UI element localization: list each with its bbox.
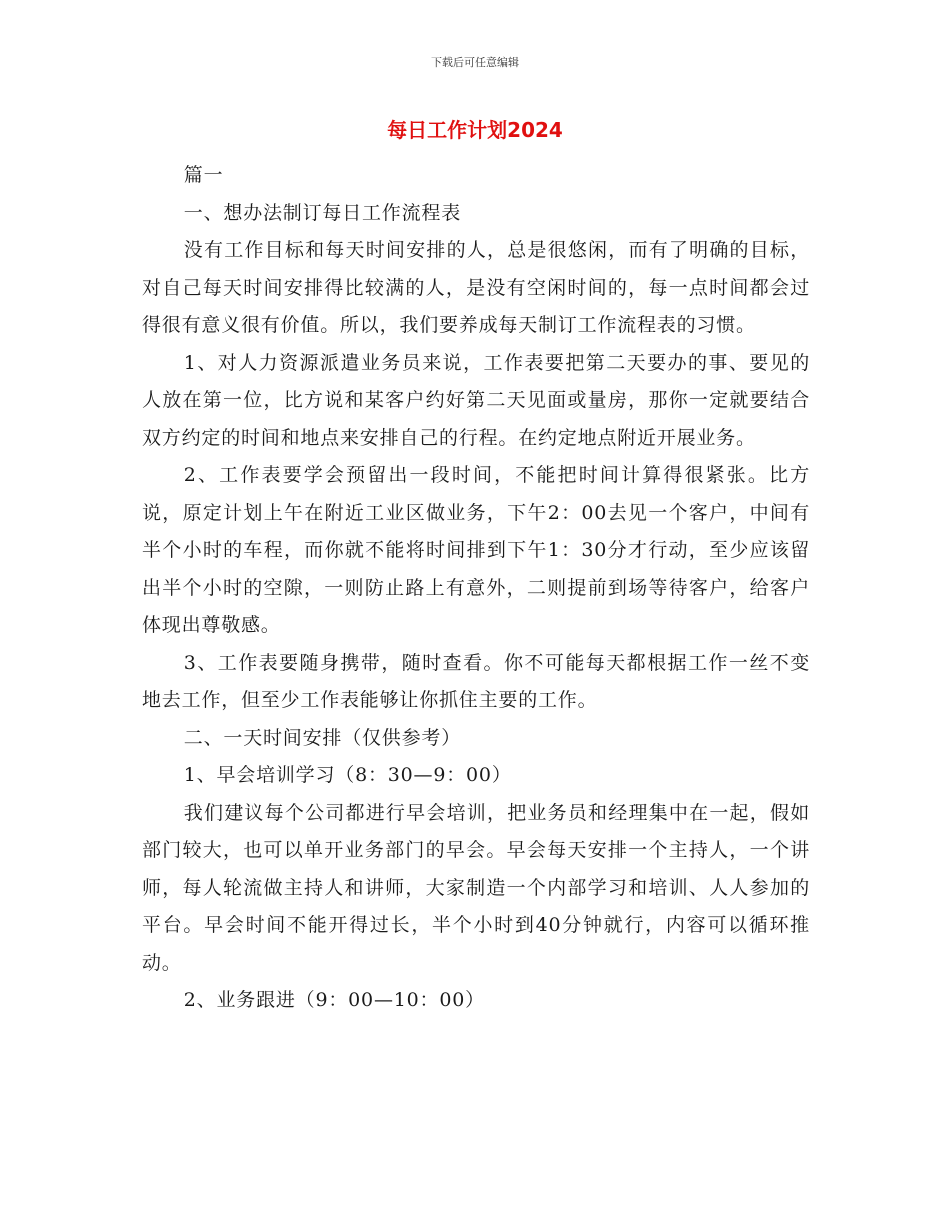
paragraph: 3、工作表要随身携带，随时查看。你不可能每天都根据工作一丝不变地去工作，但至少工作表能够让你抓住主要的工作。 bbox=[142, 651, 810, 711]
document-title: 每日工作计划2024 bbox=[387, 118, 563, 142]
page-header: 下载后可任意编辑 bbox=[431, 56, 519, 69]
subsection-heading: 1、早会培训学习（8：30—9：00） bbox=[183, 764, 512, 786]
subsection-heading: 2、业务跟进（9：00—10：00） bbox=[183, 989, 485, 1011]
paragraph: 1、对人力资源派遣业务员来说，工作表要把第二天要办的事、要见的人放在第一位，比方说和某客户约好第二天见面或量房，那你一定就要结合双方约定的时间和地点来安排自己的行程。在约定地点附近开展业务。 bbox=[142, 351, 810, 449]
paragraph: 我们建议每个公司都进行早会培训，把业务员和经理集中在一起，假如部门较大，也可以单开业务部门的早会。早会每天安排一个主持人，一个讲师，每人轮流做主持人和讲师，大家制造一个内部学习和培训、人人参加的平台。早会时间不能开得过长，半个小时到40分钟就行，内容可以循环推动。 bbox=[142, 801, 810, 974]
paragraph: 2、工作表要学会预留出一段时间，不能把时间计算得很紧张。比方说，原定计划上午在附近工业区做业务，下午2：00去见一个客户，中间有半个小时的车程，而你就不能将时间排到下午1：30分才行动，至少应该留出半个小时的空隙，一则防止路上有意外，二则提前到场等待客户，给客户体现出尊敬感。 bbox=[142, 464, 810, 636]
document-body bbox=[142, 157, 810, 1020]
section-heading: 一、想办法制订每日工作流程表 bbox=[183, 201, 461, 224]
section-heading: 二、一天时间安排（仅供参考） bbox=[183, 726, 461, 749]
section-label: 篇一 bbox=[183, 164, 224, 186]
paragraph: 没有工作目标和每天时间安排的人，总是很悠闲，而有了明确的目标，对自己每天时间安排得比较满的人，是没有空闲时间的，每一点时间都会过得很有意义很有价值。所以，我们要养成每天制订工作流程表的习惯。 bbox=[142, 239, 810, 336]
